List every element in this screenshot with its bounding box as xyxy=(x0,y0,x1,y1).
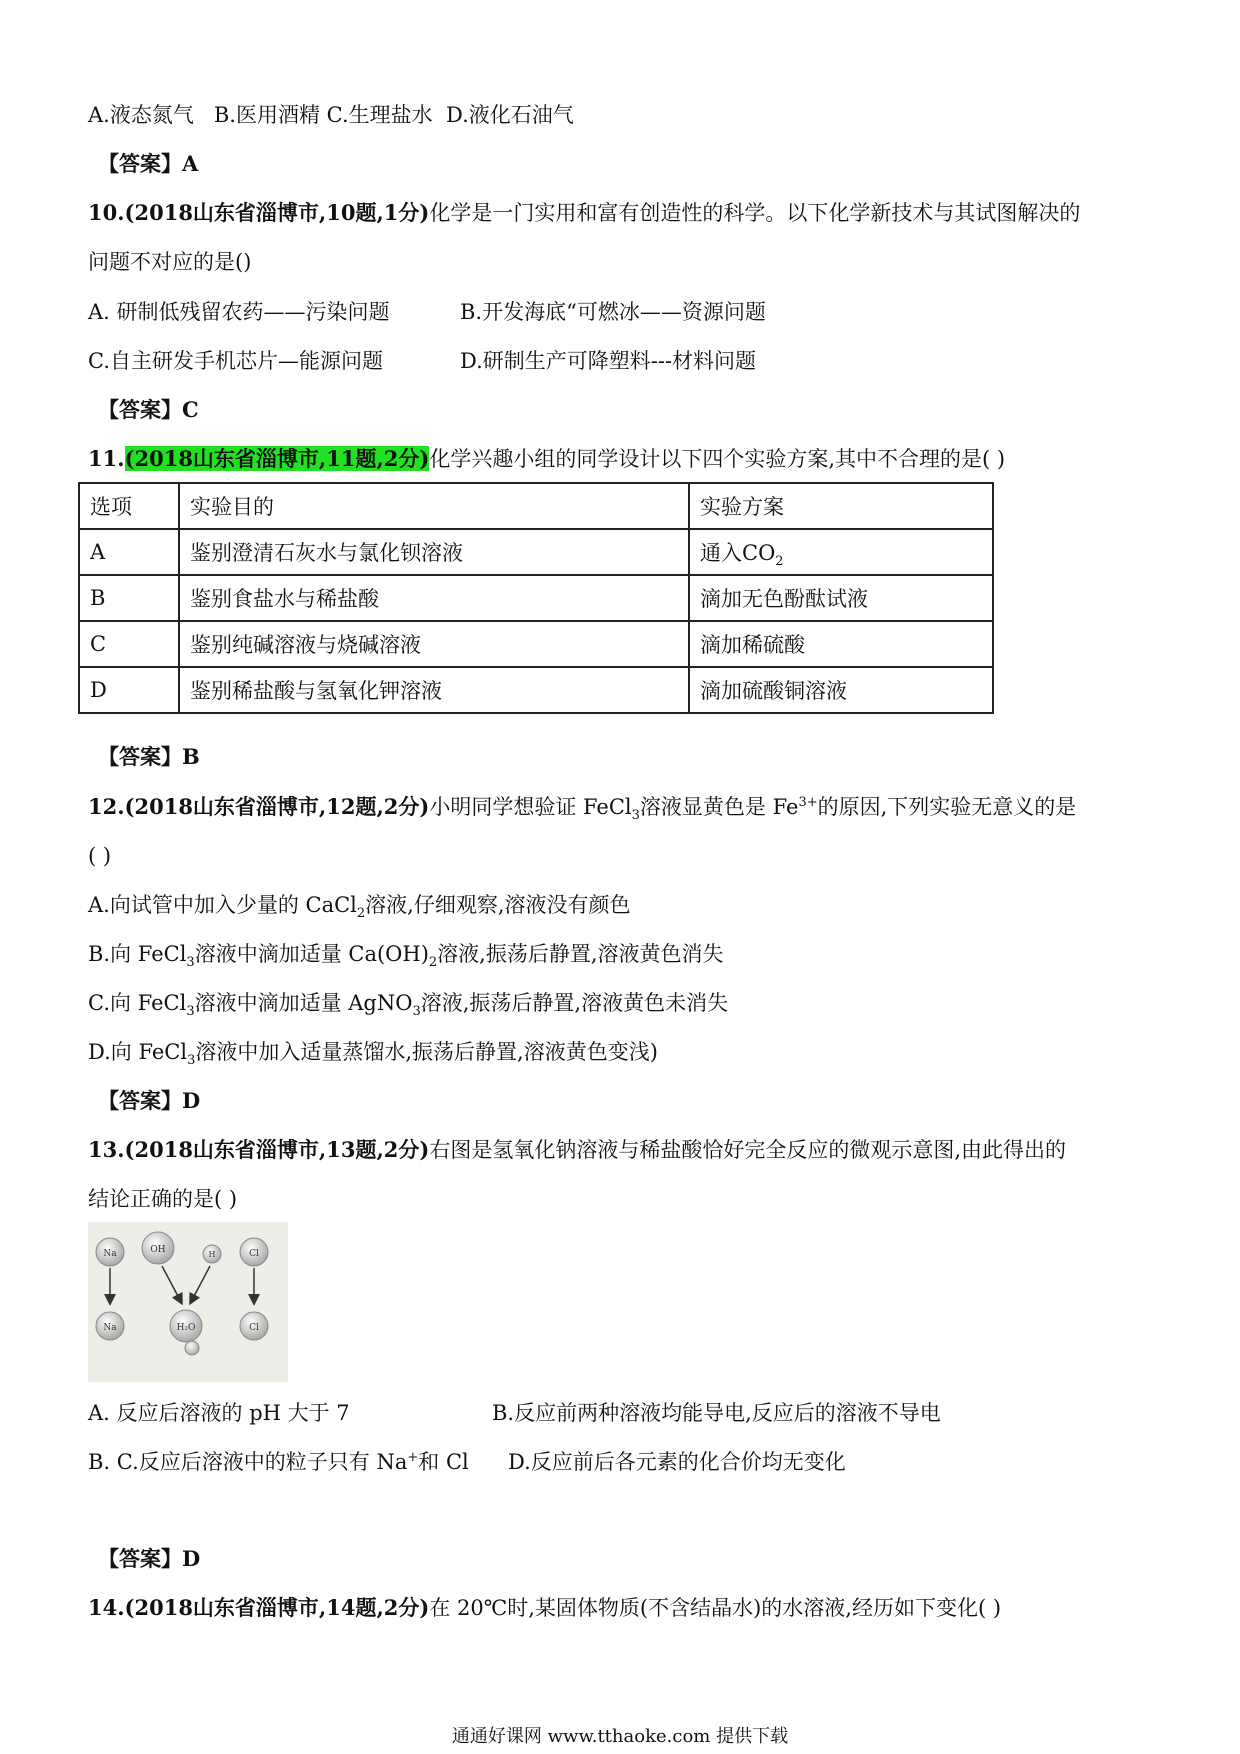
table-row xyxy=(79,575,993,621)
q12-answer xyxy=(98,1086,200,1116)
q10-answer xyxy=(98,395,199,425)
q13-option-d: D.反应前后各元素的化合价均无变化 xyxy=(508,1450,846,1474)
question-source-highlighted: (2018山东省淄博市,11题,2分) xyxy=(124,446,430,471)
q12-option-b: B.向 FeCl$_3$溶液中滴加适量 $Ca(OH)_2$溶液,振荡后静置,溶液黄色消失 xyxy=(88,942,724,971)
q9-options xyxy=(88,100,574,130)
answer-tag: 【答案】 xyxy=(98,1088,182,1113)
q13-stem-cont: 结论正确的是( ) xyxy=(88,1187,238,1211)
cell-option: A xyxy=(79,529,179,575)
cl-bottom-label: Cl xyxy=(249,1323,259,1333)
h-label: H xyxy=(208,1250,216,1259)
header-purpose: 实验目的 xyxy=(179,483,689,529)
q12-option-c: C.向 FeCl$_3$溶液中滴加适量 AgNO$_3$溶液,振荡后静置,溶液黄色未消失 xyxy=(88,991,729,1020)
q10-option-a: A. 研制低残留农药——污染问题 xyxy=(88,300,390,324)
table-header-row xyxy=(79,483,993,529)
q14-stem xyxy=(88,1593,1001,1623)
arrow-oh xyxy=(162,1266,180,1300)
q13-option-c: B. C.反应后溶液中的粒子只有 Na+和 Cl xyxy=(88,1450,469,1474)
cell-scheme: 通入$CO_2$ xyxy=(689,529,993,575)
answer-tag: 【答案】 xyxy=(98,1546,182,1571)
question-number: 13. xyxy=(88,1137,125,1162)
oh-label: OH xyxy=(150,1245,166,1255)
q10-stem-cont: 问题不对应的是() xyxy=(88,250,252,274)
q10-stem xyxy=(88,198,1080,228)
q12-stem: 12.(2018山东省淄博市,12题,2分)小明同学想验证 FeCl$_3$溶液显黄色是 $Fe^{3+}$的原因,下列实验无意义的是 xyxy=(88,794,1077,824)
cell-scheme: 滴加稀硫酸 xyxy=(689,621,993,667)
answer-value: C xyxy=(182,397,199,422)
header-option: 选项 xyxy=(79,483,179,529)
answer-tag: 【答案】 xyxy=(98,151,182,176)
q12-option-a: A.向试管中加入少量的 CaCl$_2$溶液,仔细观察,溶液没有颜色 xyxy=(88,893,631,922)
question-number: 14. xyxy=(88,1595,125,1620)
q9-option-d: D.液化石油气 xyxy=(446,103,574,127)
table-row xyxy=(79,667,993,713)
question-text: 化学是一门实用和富有创造性的科学。以下化学新技术与其试图解决的 xyxy=(429,201,1081,225)
q9-answer xyxy=(98,149,198,179)
h2o-label: H₂O xyxy=(176,1323,196,1333)
question-source: (2018山东省淄博市,13题,2分) xyxy=(124,1137,430,1162)
cell-option: C xyxy=(79,621,179,667)
answer-tag: 【答案】 xyxy=(98,744,182,769)
arrow-h xyxy=(192,1266,210,1300)
cl-top-label: Cl xyxy=(249,1249,259,1259)
question-text: 化学兴趣小组的同学设计以下四个实验方案,其中不合理的是( ) xyxy=(429,447,1006,471)
q10-option-c: C.自主研发手机芯片—能源问题 xyxy=(88,349,383,373)
q13-option-a: A. 反应后溶液的 pH 大于 7 xyxy=(88,1401,350,1425)
q10-option-b: B.开发海底“可燃冰——资源问题 xyxy=(460,300,766,324)
q12-option-d: D.向 FeCl$_3$溶液中加入适量蒸馏水,振荡后静置,溶液黄色变浅) xyxy=(88,1040,658,1069)
answer-value: A xyxy=(182,151,199,176)
cell-purpose: 鉴别稀盐酸与氢氧化钾溶液 xyxy=(179,667,689,713)
cell-purpose: 鉴别食盐水与稀盐酸 xyxy=(179,575,689,621)
table-row xyxy=(79,529,993,575)
answer-value: D xyxy=(182,1088,201,1113)
na-top-label: Na xyxy=(103,1249,117,1259)
q11-stem xyxy=(88,444,1005,474)
cell-purpose: 鉴别澄清石灰水与氯化钡溶液 xyxy=(179,529,689,575)
page-footer: 通通好课网 www.tthaoke.com 提供下载 xyxy=(451,1726,789,1747)
cell-scheme: 滴加无色酚酞试液 xyxy=(689,575,993,621)
question-text: 右图是氢氧化钠溶液与稀盐酸恰好完全反应的微观示意图,由此得出的 xyxy=(429,1138,1067,1162)
question-source: (2018山东省淄博市,12题,2分) xyxy=(124,794,430,819)
question-text: 在 20℃时,某固体物质(不含结晶水)的水溶液,经历如下变化( ) xyxy=(429,1596,1002,1620)
table-row xyxy=(79,621,993,667)
q11-answer xyxy=(98,742,200,772)
question-number: 10. xyxy=(88,200,125,225)
q9-option-a: A.液态氮气 xyxy=(88,103,194,127)
reaction-diagram xyxy=(88,1222,288,1382)
water-h-atom xyxy=(185,1341,199,1355)
answer-tag: 【答案】 xyxy=(98,397,182,422)
q9-option-b: B.医用酒精 xyxy=(213,103,320,127)
question-number: 11. xyxy=(88,446,125,471)
q13-option-b: B.反应前两种溶液均能导电,反应后的溶液不导电 xyxy=(492,1401,941,1425)
answer-value: D xyxy=(182,1546,201,1571)
cell-option: D xyxy=(79,667,179,713)
na-bottom-label: Na xyxy=(103,1323,117,1333)
question-number: 12. xyxy=(88,794,125,819)
experiment-table xyxy=(78,482,994,714)
question-source: (2018山东省淄博市,10题,1分) xyxy=(124,200,430,225)
q12-stem-cont: ( ) xyxy=(88,844,112,868)
reaction-diagram-svg xyxy=(88,1222,288,1382)
question-source: (2018山东省淄博市,14题,2分) xyxy=(124,1595,430,1620)
q10-option-d: D.研制生产可降塑料---材料问题 xyxy=(460,349,757,373)
cell-option: B xyxy=(79,575,179,621)
cell-purpose: 鉴别纯碱溶液与烧碱溶液 xyxy=(179,621,689,667)
answer-value: B xyxy=(182,744,200,769)
q13-answer xyxy=(98,1544,200,1574)
q13-stem xyxy=(88,1135,1066,1165)
q9-option-c: C.生理盐水 xyxy=(326,103,433,127)
header-scheme: 实验方案 xyxy=(689,483,993,529)
cell-scheme: 滴加硫酸铜溶液 xyxy=(689,667,993,713)
